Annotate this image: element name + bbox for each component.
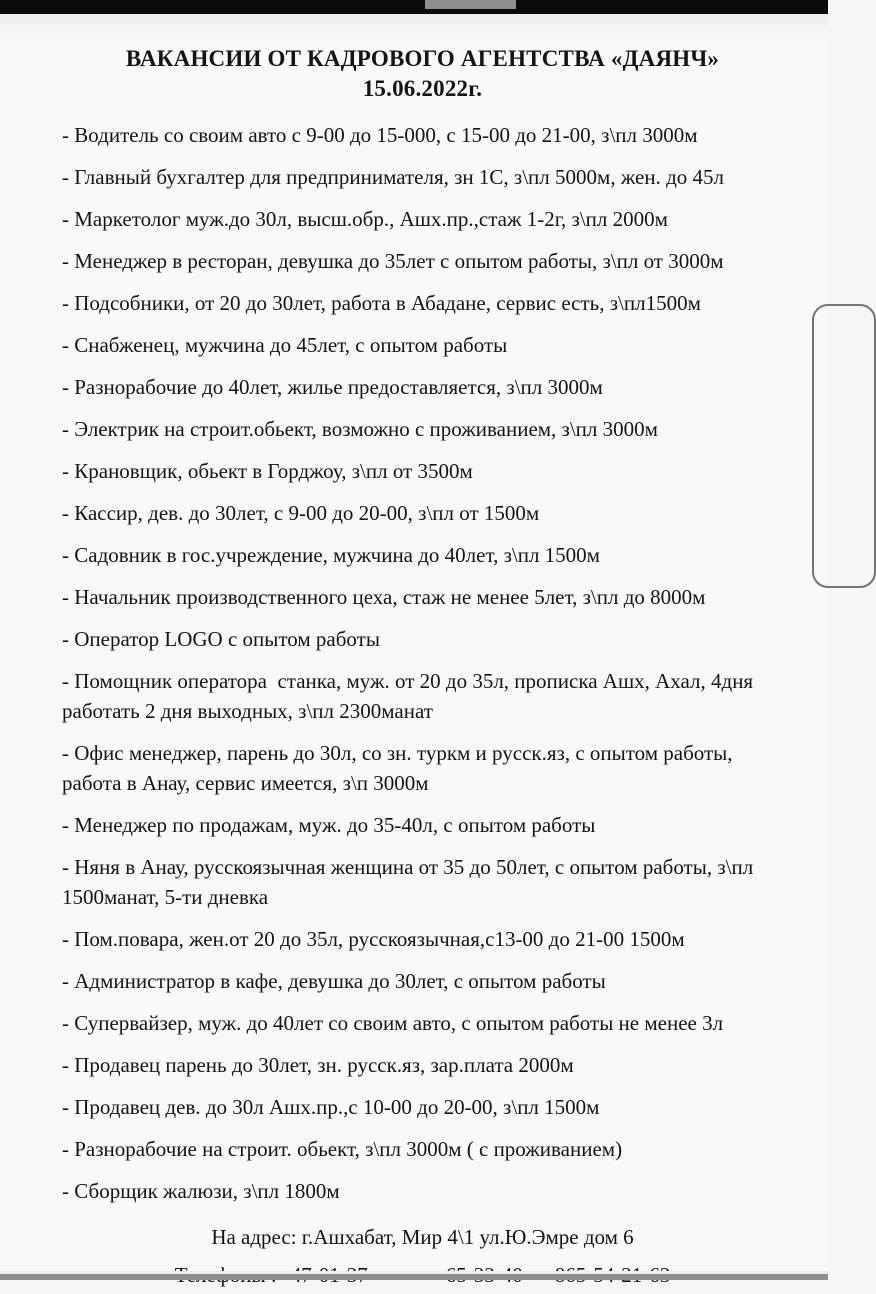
vacancy-item: - Продавец дев. до 30л Ашх.пр.,с 10-00 до 20-00, з\пл 1500м xyxy=(62,1095,600,1119)
footer-address: На адрес: г.Ашхабат, Мир 4\1 ул.Ю.Эмре дом 6 xyxy=(211,1225,634,1249)
status-bar xyxy=(0,0,828,14)
vacancy-item: - Помощник оператора станка, муж. от 20 до 35л, прописка Ашх, Ахал, 4дня работать 2 дня выходных, з\пл 2300манат xyxy=(62,669,759,723)
vacancy-item: - Администратор в кафе, девушка до 30лет, с опытом работы xyxy=(62,969,606,993)
vacancy-item: - Электрик на строит.обьект, возможно с проживанием, з\пл 3000м xyxy=(62,417,658,441)
vacancy-item: - Продавец парень до 30лет, зн. русск.яз, зар.плата 2000м xyxy=(62,1053,574,1077)
vacancy-item: - Главный бухгалтер для предпринимателя, зн 1С, з\пл 5000м, жен. до 45л xyxy=(62,165,725,189)
vacancy-item: - Менеджер по продажам, муж. до 35-40л, с опытом работы xyxy=(62,813,596,837)
page-title: ВАКАНСИИ ОТ КАДРОВОГО АГЕНТСТВА «ДАЯНЧ» 15.06.2022г. xyxy=(125,46,732,101)
vacancy-item: - Няня в Анау, русскоязычная женщина от 35 до 50лет, с опытом работы, з\пл 1500манат, 5-ти дневка xyxy=(62,855,759,909)
document-footer xyxy=(62,1218,783,1294)
vacancy-item: - Кассир, дев. до 30лет, с 9-00 до 20-00, з\пл от 1500м xyxy=(62,501,540,525)
scrollbar-thumb[interactable] xyxy=(812,304,876,588)
bottom-bar xyxy=(0,1274,828,1280)
vacancy-item: - Разнорабочие до 40лет, жилье предоставляется, з\пл 3000м xyxy=(62,375,603,399)
vacancy-item: - Сборщик жалюзи, з\пл 1800м xyxy=(62,1179,340,1203)
vacancy-list xyxy=(62,120,783,1206)
status-bar-handle xyxy=(425,0,516,9)
vacancy-item: - Садовник в гос.учреждение, мужчина до 40лет, з\пл 1500м xyxy=(62,543,600,567)
vacancy-item: - Снабженец, мужчина до 45лет, с опытом работы xyxy=(62,333,508,357)
vacancy-item: - Оператор LOGO с опытом работы xyxy=(62,627,380,651)
document-page xyxy=(0,14,828,1274)
vacancy-item: - Менеджер в ресторан, девушка до 35лет с опытом работы, з\пл от 3000м xyxy=(62,249,724,273)
vacancy-item: - Супервайзер, муж. до 40лет со своим авто, с опытом работы не менее 3л xyxy=(62,1011,724,1035)
vacancy-item: - Начальник производственного цеха, стаж не менее 5лет, з\пл до 8000м xyxy=(62,585,706,609)
vacancy-item: - Водитель со своим авто с 9-00 до 15-000, с 15-00 до 21-00, з\пл 3000м xyxy=(62,123,698,147)
vacancy-item: - Разнорабочие на строит. обьект, з\пл 3000м ( с проживанием) xyxy=(62,1137,623,1161)
vacancy-item: - Маркетолог муж.до 30л, высш.обр., Ашх.пр.,стаж 1-2г, з\пл 2000м xyxy=(62,207,668,231)
vacancy-item: - Крановщик, обьект в Горджоу, з\пл от 3500м xyxy=(62,459,473,483)
vacancy-item: - Офис менеджер, парень до 30л, со зн. туркм и русск.яз, с опытом работы, работа в Анау, сервис имеется, з\п 3000м xyxy=(62,741,738,795)
vacancy-item: - Пом.повара, жен.от 20 до 35л, русскоязычная,с13-00 до 21-00 1500м xyxy=(62,927,685,951)
vacancy-item: - Подсобники, от 20 до 30лет, работа в Абадане, сервис есть, з\пл1500м xyxy=(62,291,701,315)
